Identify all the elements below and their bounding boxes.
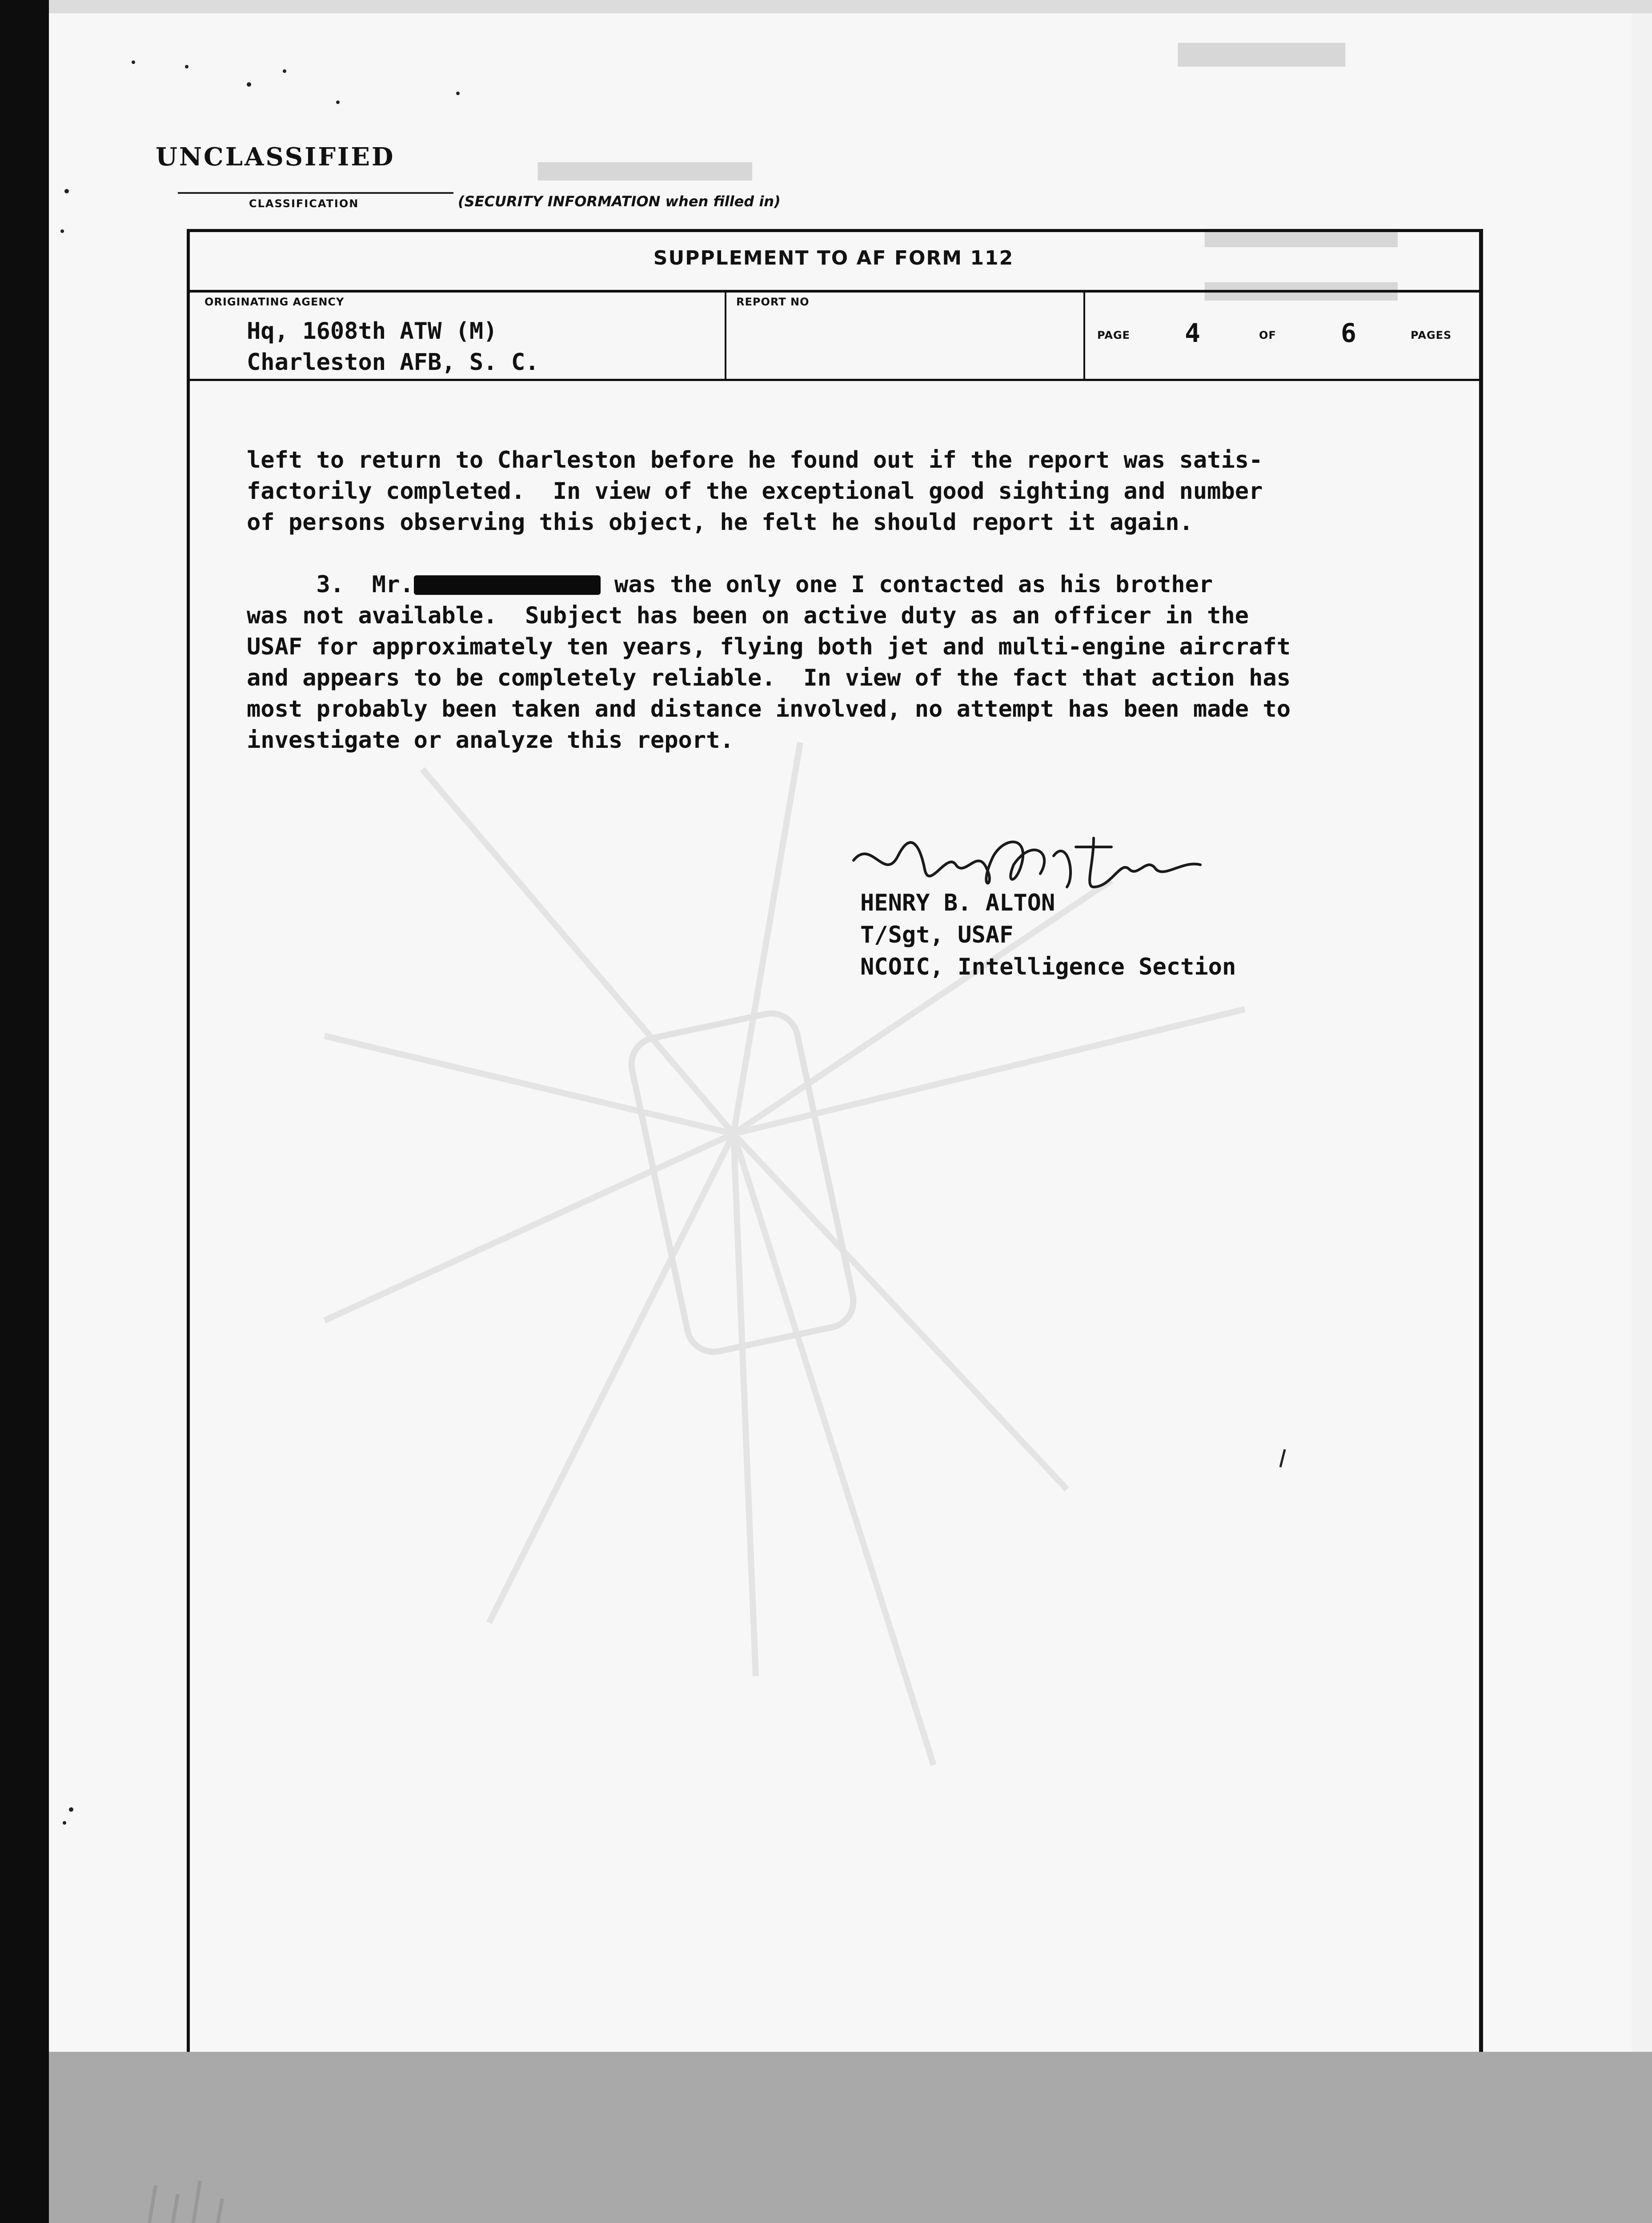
signer-name: HENRY B. ALTON bbox=[860, 890, 1055, 916]
total-pages: 6 bbox=[1341, 318, 1356, 348]
classification-label: CLASSIFICATION bbox=[249, 197, 359, 210]
form-title: SUPPLEMENT TO AF FORM 112 bbox=[653, 247, 1014, 269]
pages-label: PAGES bbox=[1411, 329, 1452, 341]
body-line: investigate or analyze this report. bbox=[247, 727, 734, 754]
body-line: left to return to Charleston before he found out if the report was satis- bbox=[247, 447, 1263, 473]
bleed-through-text: ▇▇▇▇▇▇▇▇▇▇▇▇ bbox=[1178, 40, 1345, 67]
classification-mark: UNCLASSIFIED bbox=[156, 142, 395, 172]
of-label: OF bbox=[1259, 329, 1276, 341]
body-line: factorily completed. In view of the exceptional good sighting and number bbox=[247, 478, 1263, 505]
body-line: most probably been taken and distance involved, no attempt has been made to bbox=[247, 696, 1291, 722]
signer-rank: T/Sgt, USAF bbox=[860, 922, 1014, 948]
body-line: of persons observing this object, he felt he should report it again. bbox=[247, 509, 1193, 536]
page-number: 4 bbox=[1185, 318, 1200, 348]
body-line: and appears to be completely reliable. In view of the fact that action has bbox=[247, 665, 1291, 691]
originating-agency-line2: Charleston AFB, S. C. bbox=[247, 349, 539, 376]
bleed-through-text: ▇▇▇▇▇▇▇▇▇▇▇▇▇▇▇▇▇▇▇▇ bbox=[538, 160, 752, 181]
body-line: 3. Mr. bbox=[247, 571, 414, 598]
page-label: PAGE bbox=[1097, 329, 1131, 341]
report-no-label: REPORT NO bbox=[736, 296, 810, 308]
body-line: was not available. Subject has been on active duty as an officer in the bbox=[247, 602, 1249, 629]
signer-title: NCOIC, Intelligence Section bbox=[860, 954, 1236, 980]
originating-agency-line1: Hq, 1608th ATW (M) bbox=[247, 318, 497, 345]
body-line: was the only one I contacted as his brother bbox=[600, 571, 1213, 598]
body-line: USAF for approximately ten years, flying both jet and multi-engine aircraft bbox=[247, 634, 1291, 660]
bleed-through-text: ▇▇▇▇▇▇▇▇▇▇▇▇▇▇▇▇▇▇ bbox=[1205, 227, 1398, 247]
bleed-through-text: ▇▇▇▇▇▇▇▇▇▇▇▇▇▇▇▇▇▇ bbox=[1205, 280, 1398, 301]
originating-agency-label: ORIGINATING AGENCY bbox=[204, 296, 345, 308]
security-note: (SECURITY INFORMATION when filled in) bbox=[458, 193, 781, 210]
